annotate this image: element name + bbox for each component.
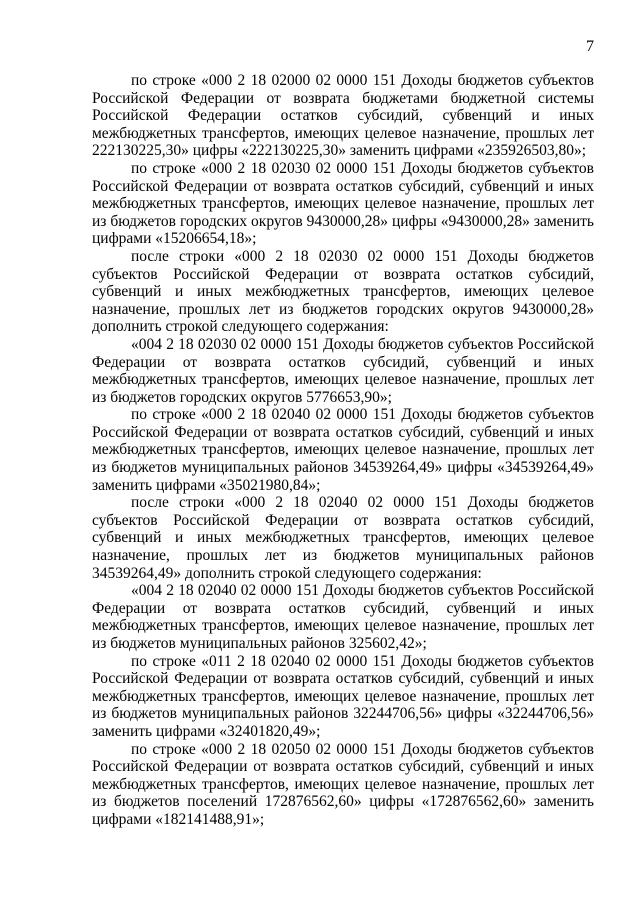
paragraph-6: после строки «000 2 18 02040 02 0000 151 Доходы бюджетов субъектов Российской Федерации от возврата остатков субсидий, субвенций и иных межбюджетных трансфертов, имеющих целевое назначение, прошлых лет из бюджетов муниципальных районов 34539264,49» дополнить строкой следующего содержания: [92,494,594,582]
paragraph-2: по строке «000 2 18 02030 02 0000 151 Доходы бюджетов субъектов Российской Федерации от возврата остатков субсидий, субвенций и иных межбюджетных трансфертов, имеющих целевое назначение, прошлых лет из бюджетов городских округов 9430000,28» цифры «9430000,28» заменить цифрами «15206654,18»; [92,159,594,248]
paragraph-8: по строке «011 2 18 02040 02 0000 151 Доходы бюджетов субъектов Российской Федерации от возврата остатков субсидий, субвенций и иных межбюджетных трансфертов, имеющих целевое назначение, прошлых лет из бюджетов муниципальных районов 32244706,56» цифры «32244706,56» заменить цифрами «32401820,49»; [92,652,594,740]
paragraph-9: по строке «000 2 18 02050 02 0000 151 Доходы бюджетов субъектов Российской Федерации от возврата остатков субсидий, субвенций и иных межбюджетных трансфертов, имеющих целевое назначение, прошлых лет из бюджетов поселений 172876562,60» цифры «172876562,60» заменить цифрами «182141488,91»; [92,740,594,828]
paragraph-7: «004 2 18 02040 02 0000 151 Доходы бюджетов субъектов Российской Федерации от возврата остатков субсидий, субвенций и иных межбюджетных трансфертов, имеющих целевое назначение, прошлых лет из бюджетов муниципальных районов 325602,42»; [92,582,594,652]
paragraph-5: по строке «000 2 18 02040 02 0000 151 Доходы бюджетов субъектов Российской Федерации от возврата остатков субсидий, субвенций и иных межбюджетных трансфертов, имеющих целевое назначение, прошлых лет из бюджетов муниципальных районов 34539264,49» цифры «34539264,49» заменить цифрами «35021980,84»; [92,406,594,494]
paragraph-3: после строки «000 2 18 02030 02 0000 151 Доходы бюджетов субъектов Российской Федерации от возврата остатков субсидий, субвенций и иных межбюджетных трансфертов, имеющих целевое назначение, прошлых лет из бюджетов городских округов 9430000,28» дополнить строкой следующего содержания: [92,247,594,336]
paragraph-1: по строке «000 2 18 02000 02 0000 151 Доходы бюджетов субъектов Российской Федерации от возврата бюджетами бюджетной системы Российской Федерации остатков субсидий, субвенций и иных межбюджетных трансфертов, имеющих целевое назначение, прошлых лет 222130225,30» цифры «222130225,30» заменить цифрами «235926503,80»; [92,72,594,160]
paragraph-4: «004 2 18 02030 02 0000 151 Доходы бюджетов субъектов Российской Федерации от возврата остатков субсидий, субвенций и иных межбюджетных трансфертов, имеющих целевое назначение, прошлых лет из бюджетов городских округов 5776653,90»; [92,335,594,406]
page-number: 7 [586,38,594,55]
document-body [92,72,594,829]
